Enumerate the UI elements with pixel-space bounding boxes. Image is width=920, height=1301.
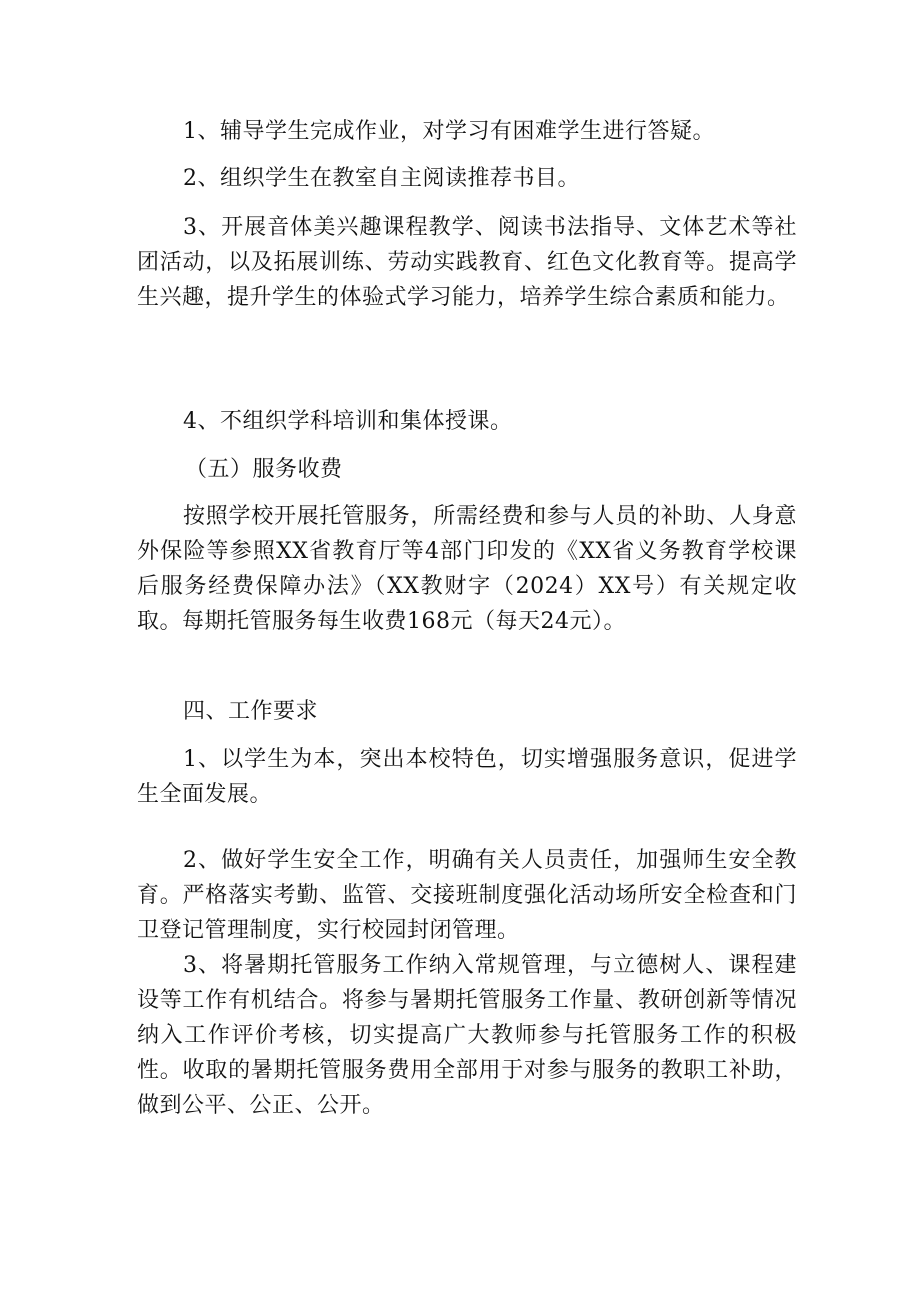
requirement-item-3: 3、将暑期托管服务工作纳入常规管理，与立德树人、课程建设等工作有机结合。将参与暑期托管服务工作量、教研创新等情况纳入工作评价考核，切实提高广大教师参与托管服务工作的积极性。收取的暑期托管服务费用全部用于对参与服务的教职工补助，做到公平、公正、公开。 xyxy=(137,953,797,1118)
list-item-2: 2、组织学生在教室自主阅读推荐书目。 xyxy=(183,166,580,191)
list-item-4: 4、不组织学科培训和集体授课。 xyxy=(183,409,513,434)
requirement-item-1: 1、以学生为本，突出本校特色，切实增强服务意识，促进学生全面发展。 xyxy=(137,747,797,807)
requirement-item-2: 2、做好学生安全工作，明确有关人员责任，加强师生安全教育。严格落实考勤、监管、交接班制度强化活动场所安全检查和门卫登记管理制度，实行校园封闭管理。 xyxy=(137,848,797,943)
fee-paragraph: 按照学校开展托管服务，所需经费和参与人员的补助、人身意外保险等参照XX省教育厅等4部门印发的《XX省义务教育学校课后服务经费保障办法》（XX教财字（2024）XX号）有关规定收取。每期托管服务每生收费168元（每天24元）。 xyxy=(137,504,797,634)
section-heading-fee: （五）服务收费 xyxy=(185,457,343,482)
list-item-1: 1、辅导学生完成作业，对学习有困难学生进行答疑。 xyxy=(183,119,715,144)
list-item-3: 3、开展音体美兴趣课程教学、阅读书法指导、文体艺术等社团活动，以及拓展训练、劳动实践教育、红色文化教育等。提高学生兴趣，提升学生的体验式学习能力，培养学生综合素质和能力。 xyxy=(137,215,797,310)
section-heading-requirements: 四、工作要求 xyxy=(183,699,319,724)
